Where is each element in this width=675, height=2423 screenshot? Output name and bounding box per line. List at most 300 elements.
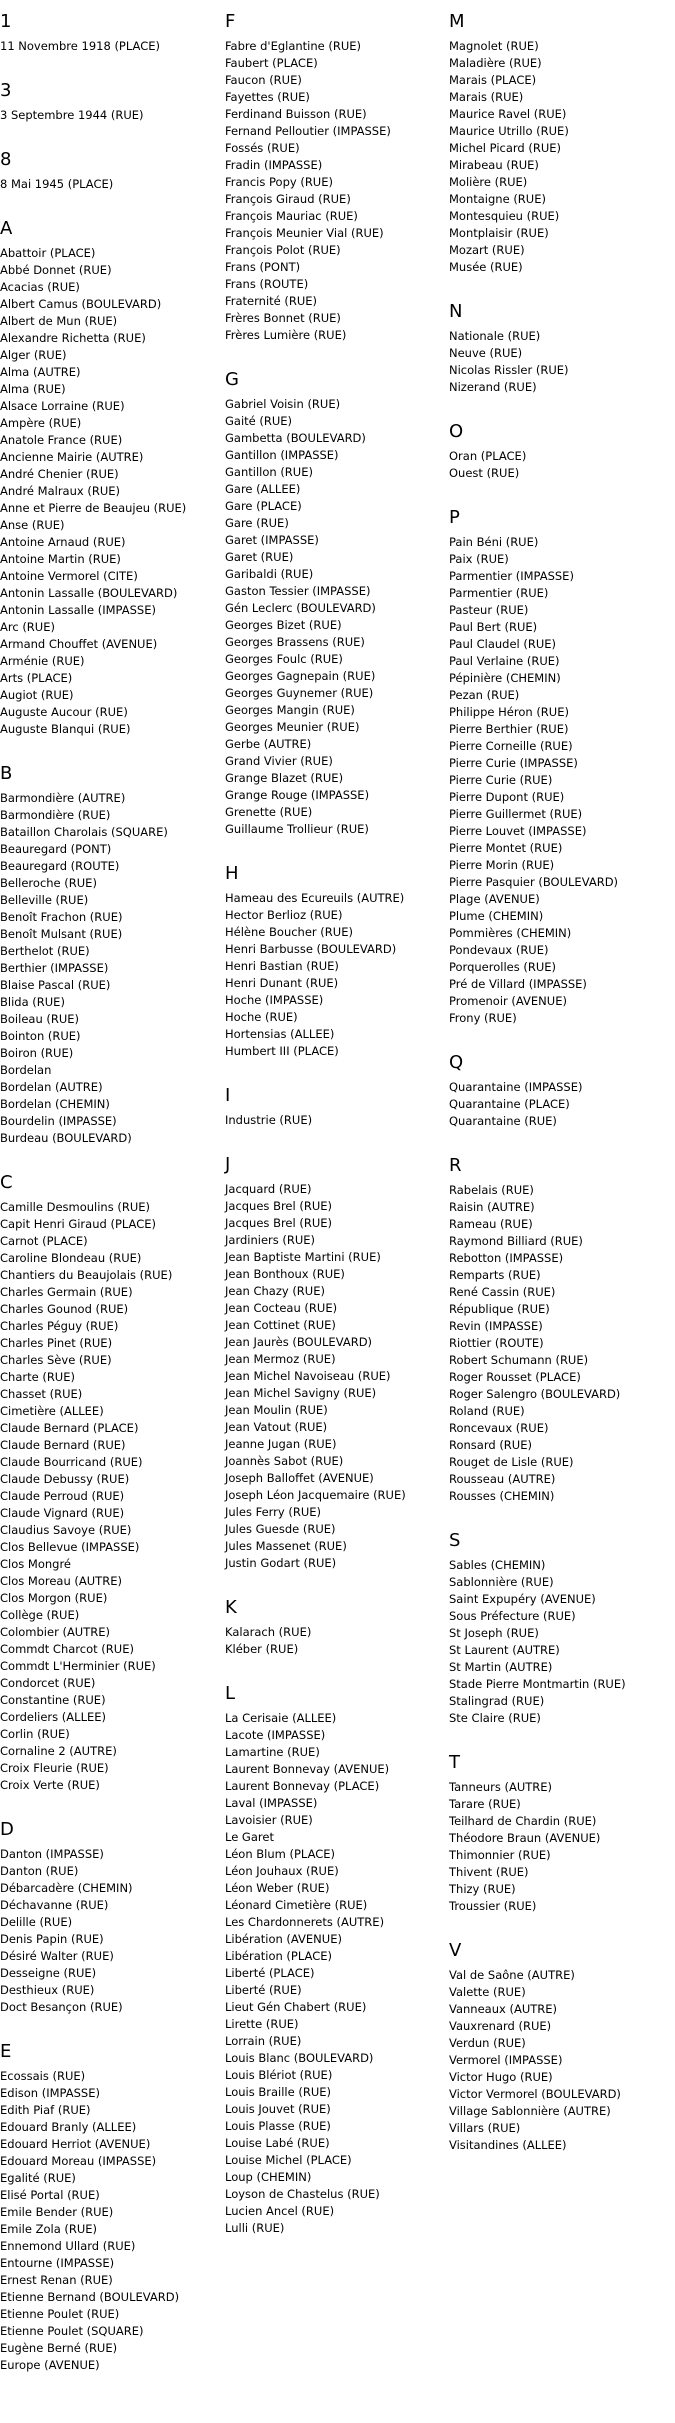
street-item[interactable]: Musée (RUE): [449, 260, 523, 274]
street-item[interactable]: Jean Baptiste Martini (RUE): [225, 1250, 381, 1264]
street-item[interactable]: Montesquieu (RUE): [449, 209, 560, 223]
street-item[interactable]: Victor Vermorel (BOULEVARD): [449, 2087, 621, 2101]
street-item[interactable]: Lorrain (RUE): [225, 2034, 302, 2048]
street-item[interactable]: Alexandre Richetta (RUE): [0, 331, 146, 345]
street-item[interactable]: Jules Ferry (RUE): [225, 1505, 322, 1519]
street-item[interactable]: Auguste Aucour (RUE): [0, 705, 128, 719]
street-item[interactable]: Grange Rouge (IMPASSE): [225, 788, 370, 802]
street-item[interactable]: Raisin (AUTRE): [449, 1200, 535, 1214]
street-item[interactable]: Nicolas Rissler (RUE): [449, 363, 569, 377]
street-item[interactable]: Jacques Brel (RUE): [225, 1199, 333, 1213]
street-item[interactable]: Danton (RUE): [0, 1864, 79, 1878]
street-item[interactable]: Bordelan (AUTRE): [0, 1080, 103, 1094]
street-item[interactable]: Garet (IMPASSE): [225, 533, 319, 547]
street-item[interactable]: Augiot (RUE): [0, 688, 74, 702]
street-item[interactable]: Roland (RUE): [449, 1404, 525, 1418]
street-item[interactable]: Parmentier (RUE): [449, 586, 549, 600]
street-item[interactable]: Guillaume Trollieur (RUE): [225, 822, 369, 836]
street-item[interactable]: Jules Massenet (RUE): [225, 1539, 347, 1553]
street-item[interactable]: Paul Verlaine (RUE): [449, 654, 560, 668]
street-item[interactable]: Auguste Blanqui (RUE): [0, 722, 131, 736]
street-item[interactable]: Antoine Martin (RUE): [0, 552, 121, 566]
street-item[interactable]: Sous Préfecture (RUE): [449, 1609, 576, 1623]
street-item[interactable]: Bataillon Charolais (SQUARE): [0, 825, 168, 839]
street-item[interactable]: Edison (IMPASSE): [0, 2086, 100, 2100]
street-item[interactable]: Rousses (CHEMIN): [449, 1489, 555, 1503]
street-item[interactable]: Gare (ALLEE): [225, 482, 301, 496]
street-item[interactable]: Anse (RUE): [0, 518, 65, 532]
street-item[interactable]: Edouard Moreau (IMPASSE): [0, 2154, 157, 2168]
street-item[interactable]: Charles Germain (RUE): [0, 1285, 133, 1299]
street-item[interactable]: Hameau des Ecureuils (AUTRE): [225, 891, 405, 905]
street-item[interactable]: Garibaldi (RUE): [225, 567, 314, 581]
street-item[interactable]: Jean Mermoz (RUE): [225, 1352, 336, 1366]
street-item[interactable]: Edouard Herriot (AVENUE): [0, 2137, 151, 2151]
street-item[interactable]: Grand Vivier (RUE): [225, 754, 333, 768]
street-item[interactable]: Pierre Montet (RUE): [449, 841, 563, 855]
street-item[interactable]: Antonin Lassalle (BOULEVARD): [0, 586, 178, 600]
street-item[interactable]: Laval (IMPASSE): [225, 1796, 318, 1810]
street-item[interactable]: Lacote (IMPASSE): [225, 1728, 326, 1742]
street-item[interactable]: Roger Salengro (BOULEVARD): [449, 1387, 621, 1401]
street-item[interactable]: Maurice Utrillo (RUE): [449, 124, 569, 138]
street-item[interactable]: Belleroche (RUE): [0, 876, 97, 890]
street-item[interactable]: Claude Bernard (RUE): [0, 1438, 126, 1452]
street-item[interactable]: Montaigne (RUE): [449, 192, 546, 206]
street-item[interactable]: Henri Barbusse (BOULEVARD): [225, 942, 397, 956]
street-item[interactable]: Francis Popy (RUE): [225, 175, 333, 189]
street-item[interactable]: André Chenier (RUE): [0, 467, 119, 481]
street-item[interactable]: Frans (PONT): [225, 260, 301, 274]
street-item[interactable]: Etienne Poulet (SQUARE): [0, 2324, 144, 2338]
street-item[interactable]: Philippe Héron (RUE): [449, 705, 569, 719]
street-item[interactable]: Armand Chouffet (AVENUE): [0, 637, 158, 651]
street-item[interactable]: Gantillon (IMPASSE): [225, 448, 339, 462]
street-item[interactable]: Frères Lumière (RUE): [225, 328, 347, 342]
street-item[interactable]: Remparts (RUE): [449, 1268, 541, 1282]
street-item[interactable]: Louis Jouvet (RUE): [225, 2102, 331, 2116]
street-item[interactable]: Georges Gagnepain (RUE): [225, 669, 376, 683]
street-item[interactable]: Pierre Curie (RUE): [449, 773, 553, 787]
street-item[interactable]: Arts (PLACE): [0, 671, 73, 685]
street-item[interactable]: Roger Rousset (PLACE): [449, 1370, 581, 1384]
street-item[interactable]: Pain Béni (RUE): [449, 535, 539, 549]
street-item[interactable]: Revin (IMPASSE): [449, 1319, 543, 1333]
street-item[interactable]: Rameau (RUE): [449, 1217, 533, 1231]
street-item[interactable]: Libération (PLACE): [225, 1949, 332, 1963]
street-item[interactable]: Maurice Ravel (RUE): [449, 107, 567, 121]
street-item[interactable]: Beauregard (PONT): [0, 842, 112, 856]
street-item[interactable]: Victor Hugo (RUE): [449, 2070, 553, 2084]
street-item[interactable]: Europe (AVENUE): [0, 2358, 100, 2372]
street-item[interactable]: Hector Berlioz (RUE): [225, 908, 343, 922]
street-item[interactable]: Alger (RUE): [0, 348, 67, 362]
street-item[interactable]: Antoine Vermorel (CITE): [0, 569, 138, 583]
street-item[interactable]: Faucon (RUE): [225, 73, 302, 87]
street-item[interactable]: Pondevaux (RUE): [449, 943, 549, 957]
street-item[interactable]: Val de Saône (AUTRE): [449, 1968, 575, 1982]
street-item[interactable]: Benoît Mulsant (RUE): [0, 927, 123, 941]
street-item[interactable]: Bordelan (CHEMIN): [0, 1097, 110, 1111]
street-item[interactable]: Georges Bizet (RUE): [225, 618, 342, 632]
street-item[interactable]: Le Garet: [225, 1830, 274, 1844]
street-item[interactable]: Desthieux (RUE): [0, 1983, 95, 1997]
street-item[interactable]: Ennemond Ullard (RUE): [0, 2239, 136, 2253]
street-item[interactable]: Pierre Morin (RUE): [449, 858, 555, 872]
street-item[interactable]: Anne et Pierre de Beaujeu (RUE): [0, 501, 187, 515]
street-item[interactable]: Elisé Portal (RUE): [0, 2188, 100, 2202]
street-item[interactable]: Déchavanne (RUE): [0, 1898, 109, 1912]
street-item[interactable]: Ecossais (RUE): [0, 2069, 86, 2083]
street-item[interactable]: Abattoir (PLACE): [0, 246, 96, 260]
street-item[interactable]: Loup (CHEMIN): [225, 2170, 312, 2184]
street-item[interactable]: Croix Fleurie (RUE): [0, 1761, 109, 1775]
street-item[interactable]: Eugène Berné (RUE): [0, 2341, 118, 2355]
street-item[interactable]: Pierre Corneille (RUE): [449, 739, 573, 753]
street-item[interactable]: Carnot (PLACE): [0, 1234, 88, 1248]
street-item[interactable]: Vauxrenard (RUE): [449, 2019, 552, 2033]
street-item[interactable]: Alma (AUTRE): [0, 365, 81, 379]
street-item[interactable]: Chasset (RUE): [0, 1387, 83, 1401]
street-item[interactable]: Teilhard de Chardin (RUE): [449, 1814, 597, 1828]
street-item[interactable]: Cimetière (ALLEE): [0, 1404, 104, 1418]
street-item[interactable]: Bordelan: [0, 1063, 52, 1077]
street-item[interactable]: Entourne (IMPASSE): [0, 2256, 115, 2270]
street-item[interactable]: Joseph Balloffet (AVENUE): [225, 1471, 374, 1485]
street-item[interactable]: Pierre Guillermet (RUE): [449, 807, 583, 821]
street-item[interactable]: Oran (PLACE): [449, 449, 527, 463]
street-item[interactable]: Clos Bellevue (IMPASSE): [0, 1540, 140, 1554]
street-item[interactable]: Egalité (RUE): [0, 2171, 76, 2185]
street-item[interactable]: Emile Zola (RUE): [0, 2222, 98, 2236]
street-item[interactable]: Hoche (RUE): [225, 1010, 298, 1024]
street-item[interactable]: Grange Blazet (RUE): [225, 771, 344, 785]
street-item[interactable]: Gabriel Voisin (RUE): [225, 397, 341, 411]
street-item[interactable]: Antoine Arnaud (RUE): [0, 535, 126, 549]
street-item[interactable]: Paul Bert (RUE): [449, 620, 538, 634]
street-item[interactable]: Denis Papin (RUE): [0, 1932, 104, 1946]
street-item[interactable]: Blaise Pascal (RUE): [0, 978, 111, 992]
street-item[interactable]: Charles Gounod (RUE): [0, 1302, 129, 1316]
street-item[interactable]: Jean Michel Navoiseau (RUE): [225, 1369, 391, 1383]
street-item[interactable]: Ste Claire (RUE): [449, 1711, 541, 1725]
street-item[interactable]: Acacias (RUE): [0, 280, 80, 294]
street-item[interactable]: Fraternité (RUE): [225, 294, 318, 308]
street-item[interactable]: Gaston Tessier (IMPASSE): [225, 584, 371, 598]
street-item[interactable]: Gantillon (RUE): [225, 465, 313, 479]
street-item[interactable]: Belleville (RUE): [0, 893, 89, 907]
street-item[interactable]: Louise Labé (RUE): [225, 2136, 330, 2150]
street-item[interactable]: Gerbe (AUTRE): [225, 737, 312, 751]
street-item[interactable]: Ampère (RUE): [0, 416, 82, 430]
street-item[interactable]: Lucien Ancel (RUE): [225, 2204, 335, 2218]
street-item[interactable]: Pierre Pasquier (BOULEVARD): [449, 875, 619, 889]
street-item[interactable]: Humbert III (PLACE): [225, 1044, 339, 1058]
street-item[interactable]: Jean Vatout (RUE): [225, 1420, 328, 1434]
street-item[interactable]: Ouest (RUE): [449, 466, 520, 480]
street-item[interactable]: Clos Morgon (RUE): [0, 1591, 108, 1605]
street-item[interactable]: Les Chardonnerets (AUTRE): [225, 1915, 385, 1929]
street-item[interactable]: Cornaline 2 (AUTRE): [0, 1744, 117, 1758]
street-item[interactable]: Gambetta (BOULEVARD): [225, 431, 366, 445]
street-item[interactable]: Charles Sève (RUE): [0, 1353, 112, 1367]
street-item[interactable]: Bourdelin (IMPASSE): [0, 1114, 117, 1128]
street-item[interactable]: Arc (RUE): [0, 620, 55, 634]
street-item[interactable]: Marais (RUE): [449, 90, 524, 104]
street-item[interactable]: Joannès Sabot (RUE): [225, 1454, 344, 1468]
street-item[interactable]: Porquerolles (RUE): [449, 960, 557, 974]
street-item[interactable]: Fernand Pelloutier (IMPASSE): [225, 124, 391, 138]
street-item[interactable]: Promenoir (AVENUE): [449, 994, 567, 1008]
street-item[interactable]: Verdun (RUE): [449, 2036, 526, 2050]
street-item[interactable]: Quarantaine (PLACE): [449, 1097, 570, 1111]
street-item[interactable]: Troussier (RUE): [449, 1899, 537, 1913]
street-item[interactable]: Corlin (RUE): [0, 1727, 70, 1741]
street-item[interactable]: Blida (RUE): [0, 995, 65, 1009]
street-item[interactable]: Visitandines (ALLEE): [449, 2138, 567, 2152]
street-item[interactable]: Désiré Walter (RUE): [0, 1949, 114, 1963]
street-item[interactable]: François Meunier Vial (RUE): [225, 226, 384, 240]
street-item[interactable]: Roncevaux (RUE): [449, 1421, 549, 1435]
street-item[interactable]: Lirette (RUE): [225, 2017, 299, 2031]
street-item[interactable]: Gare (RUE): [225, 516, 289, 530]
street-item[interactable]: Jean Bonthoux (RUE): [225, 1267, 345, 1281]
street-item[interactable]: Alma (RUE): [0, 382, 66, 396]
street-item[interactable]: Georges Brassens (RUE): [225, 635, 365, 649]
street-item[interactable]: Abbé Donnet (RUE): [0, 263, 112, 277]
street-item[interactable]: Louis Blanc (BOULEVARD): [225, 2051, 374, 2065]
street-item[interactable]: Liberté (RUE): [225, 1983, 302, 1997]
street-item[interactable]: Clos Mongré: [0, 1557, 72, 1571]
street-item[interactable]: Caroline Blondeau (RUE): [0, 1251, 142, 1265]
street-item[interactable]: St Laurent (AUTRE): [449, 1643, 560, 1657]
street-item[interactable]: Claude Perroud (RUE): [0, 1489, 125, 1503]
street-item[interactable]: Débarcadère (CHEMIN): [0, 1881, 133, 1895]
street-item[interactable]: Vanneaux (AUTRE): [449, 2002, 558, 2016]
street-item[interactable]: Quarantaine (RUE): [449, 1114, 557, 1128]
street-item[interactable]: Plume (CHEMIN): [449, 909, 544, 923]
street-item[interactable]: Danton (IMPASSE): [0, 1847, 104, 1861]
street-item[interactable]: Benoît Frachon (RUE): [0, 910, 123, 924]
street-item[interactable]: Maladière (RUE): [449, 56, 542, 70]
street-item[interactable]: Lamartine (RUE): [225, 1745, 320, 1759]
street-item[interactable]: Libération (AVENUE): [225, 1932, 342, 1946]
street-item[interactable]: Villars (RUE): [449, 2121, 521, 2135]
street-item[interactable]: Hélène Boucher (RUE): [225, 925, 353, 939]
street-item[interactable]: Jean Michel Savigny (RUE): [225, 1386, 377, 1400]
street-item[interactable]: Georges Guynemer (RUE): [225, 686, 374, 700]
street-item[interactable]: Neuve (RUE): [449, 346, 523, 360]
street-item[interactable]: Valette (RUE): [449, 1985, 526, 1999]
street-item[interactable]: Raymond Billiard (RUE): [449, 1234, 583, 1248]
street-item[interactable]: Etienne Bernand (BOULEVARD): [0, 2290, 180, 2304]
street-item[interactable]: Lieut Gén Chabert (RUE): [225, 2000, 367, 2014]
street-item[interactable]: Théodore Braun (AVENUE): [449, 1831, 601, 1845]
street-item[interactable]: Lulli (RUE): [225, 2221, 285, 2235]
street-item[interactable]: Louis Braille (RUE): [225, 2085, 331, 2099]
street-item[interactable]: François Giraud (RUE): [225, 192, 351, 206]
street-item[interactable]: La Cerisaie (ALLEE): [225, 1711, 337, 1725]
street-item[interactable]: Claude Bernard (PLACE): [0, 1421, 139, 1435]
street-item[interactable]: Pierre Berthier (RUE): [449, 722, 569, 736]
street-item[interactable]: Molière (RUE): [449, 175, 528, 189]
street-item[interactable]: Loyson de Chastelus (RUE): [225, 2187, 380, 2201]
street-item[interactable]: Rouget de Lisle (RUE): [449, 1455, 574, 1469]
street-item[interactable]: Jean Moulin (RUE): [225, 1403, 328, 1417]
street-item[interactable]: Industrie (RUE): [225, 1113, 313, 1127]
street-item[interactable]: Plage (AVENUE): [449, 892, 540, 906]
street-item[interactable]: Sables (CHEMIN): [449, 1558, 546, 1572]
street-item[interactable]: Kalarach (RUE): [225, 1625, 312, 1639]
street-item[interactable]: Ferdinand Buisson (RUE): [225, 107, 367, 121]
street-item[interactable]: Boiron (RUE): [0, 1046, 74, 1060]
street-item[interactable]: Rabelais (RUE): [449, 1183, 534, 1197]
street-item[interactable]: Frères Bonnet (RUE): [225, 311, 341, 325]
street-item[interactable]: Jean Cottinet (RUE): [225, 1318, 336, 1332]
street-item[interactable]: Bointon (RUE): [0, 1029, 81, 1043]
street-item[interactable]: Condorcet (RUE): [0, 1676, 96, 1690]
street-item[interactable]: Collège (RUE): [0, 1608, 80, 1622]
street-item[interactable]: Pasteur (RUE): [449, 603, 529, 617]
street-item[interactable]: Desseigne (RUE): [0, 1966, 97, 1980]
street-item[interactable]: Joseph Léon Jacquemaire (RUE): [225, 1488, 406, 1502]
street-item[interactable]: St Martin (AUTRE): [449, 1660, 553, 1674]
street-item[interactable]: Barmondière (RUE): [0, 808, 111, 822]
street-item[interactable]: Pierre Curie (IMPASSE): [449, 756, 578, 770]
street-item[interactable]: Claude Vignard (RUE): [0, 1506, 125, 1520]
street-item[interactable]: Léon Jouhaux (RUE): [225, 1864, 339, 1878]
street-item[interactable]: Georges Foulc (RUE): [225, 652, 343, 666]
street-item[interactable]: Liberté (PLACE): [225, 1966, 315, 1980]
street-item[interactable]: Nizerand (RUE): [449, 380, 537, 394]
street-item[interactable]: Montplaisir (RUE): [449, 226, 549, 240]
street-item[interactable]: Commdt L'Herminier (RUE): [0, 1659, 156, 1673]
street-item[interactable]: Albert Camus (BOULEVARD): [0, 297, 162, 311]
street-item[interactable]: Garet (RUE): [225, 550, 294, 564]
street-item[interactable]: Paul Claudel (RUE): [449, 637, 557, 651]
street-item[interactable]: Commdt Charcot (RUE): [0, 1642, 134, 1656]
street-item[interactable]: Stalingrad (RUE): [449, 1694, 545, 1708]
street-item[interactable]: Georges Meunier (RUE): [225, 720, 360, 734]
street-item[interactable]: Jeanne Jugan (RUE): [225, 1437, 337, 1451]
street-item[interactable]: République (RUE): [449, 1302, 550, 1316]
street-item[interactable]: Robert Schumann (RUE): [449, 1353, 589, 1367]
street-item[interactable]: Fradin (IMPASSE): [225, 158, 323, 172]
street-item[interactable]: Jean Cocteau (RUE): [225, 1301, 338, 1315]
street-item[interactable]: Pré de Villard (IMPASSE): [449, 977, 587, 991]
street-item[interactable]: Magnolet (RUE): [449, 39, 539, 53]
street-item[interactable]: Capit Henri Giraud (PLACE): [0, 1217, 156, 1231]
street-item[interactable]: Sablonnière (RUE): [449, 1575, 554, 1589]
street-item[interactable]: Jacques Brel (RUE): [225, 1216, 333, 1230]
street-item[interactable]: Edith Piaf (RUE): [0, 2103, 91, 2117]
street-item[interactable]: Constantine (RUE): [0, 1693, 106, 1707]
street-item[interactable]: Lavoisier (RUE): [225, 1813, 313, 1827]
street-item[interactable]: Jean Chazy (RUE): [225, 1284, 325, 1298]
street-item[interactable]: André Malraux (RUE): [0, 484, 120, 498]
street-item[interactable]: Justin Godart (RUE): [225, 1556, 337, 1570]
street-item[interactable]: Tarare (RUE): [449, 1797, 521, 1811]
street-item[interactable]: Camille Desmoulins (RUE): [0, 1200, 151, 1214]
street-item[interactable]: Grenette (RUE): [225, 805, 313, 819]
street-item[interactable]: Ronsard (RUE): [449, 1438, 532, 1452]
street-item[interactable]: Riottier (ROUTE): [449, 1336, 544, 1350]
street-item[interactable]: Gaité (RUE): [225, 414, 293, 428]
street-item[interactable]: Charles Péguy (RUE): [0, 1319, 119, 1333]
street-item[interactable]: Hortensias (ALLEE): [225, 1027, 335, 1041]
street-item[interactable]: Jean Jaurès (BOULEVARD): [225, 1335, 373, 1349]
street-item[interactable]: Frony (RUE): [449, 1011, 517, 1025]
street-item[interactable]: Parmentier (IMPASSE): [449, 569, 574, 583]
street-item[interactable]: Gén Leclerc (BOULEVARD): [225, 601, 376, 615]
street-item[interactable]: Thizy (RUE): [449, 1882, 516, 1896]
street-item[interactable]: Pommières (CHEMIN): [449, 926, 572, 940]
street-item[interactable]: Quarantaine (IMPASSE): [449, 1080, 583, 1094]
street-item[interactable]: Burdeau (BOULEVARD): [0, 1131, 132, 1145]
street-item[interactable]: Fabre d'Eglantine (RUE): [225, 39, 362, 53]
street-item[interactable]: Fossés (RUE): [225, 141, 300, 155]
street-item[interactable]: Colombier (AUTRE): [0, 1625, 110, 1639]
street-item[interactable]: Antonin Lassalle (IMPASSE): [0, 603, 156, 617]
street-item[interactable]: Pierre Louvet (IMPASSE): [449, 824, 587, 838]
street-item[interactable]: Gare (PLACE): [225, 499, 302, 513]
street-item[interactable]: Arménie (RUE): [0, 654, 85, 668]
street-item[interactable]: Louis Blériot (RUE): [225, 2068, 333, 2082]
street-item[interactable]: Georges Mangin (RUE): [225, 703, 355, 717]
street-item[interactable]: Rebotton (IMPASSE): [449, 1251, 564, 1265]
street-item[interactable]: Claudius Savoye (RUE): [0, 1523, 132, 1537]
street-item[interactable]: Léon Weber (RUE): [225, 1881, 330, 1895]
street-item[interactable]: Berthelot (RUE): [0, 944, 90, 958]
street-item[interactable]: Paix (RUE): [449, 552, 509, 566]
street-item[interactable]: Rousseau (AUTRE): [449, 1472, 556, 1486]
street-item[interactable]: Etienne Poulet (RUE): [0, 2307, 120, 2321]
street-item[interactable]: Albert de Mun (RUE): [0, 314, 118, 328]
street-item[interactable]: François Polot (RUE): [225, 243, 341, 257]
street-item[interactable]: Pezan (RUE): [449, 688, 520, 702]
street-item[interactable]: Ernest Renan (RUE): [0, 2273, 113, 2287]
street-item[interactable]: Barmondière (AUTRE): [0, 791, 126, 805]
street-item[interactable]: Alsace Lorraine (RUE): [0, 399, 125, 413]
street-item[interactable]: 11 Novembre 1918 (PLACE): [0, 39, 160, 53]
street-item[interactable]: Frans (ROUTE): [225, 277, 309, 291]
street-item[interactable]: Louis Plasse (RUE): [225, 2119, 331, 2133]
street-item[interactable]: Michel Picard (RUE): [449, 141, 562, 155]
street-item[interactable]: 3 Septembre 1944 (RUE): [0, 108, 144, 122]
street-item[interactable]: Cordeliers (ALLEE): [0, 1710, 106, 1724]
street-item[interactable]: Chantiers du Beaujolais (RUE): [0, 1268, 173, 1282]
street-item[interactable]: Charte (RUE): [0, 1370, 75, 1384]
street-item[interactable]: Emile Bender (RUE): [0, 2205, 114, 2219]
street-item[interactable]: Nationale (RUE): [449, 329, 541, 343]
street-item[interactable]: Claude Debussy (RUE): [0, 1472, 130, 1486]
street-item[interactable]: 8 Mai 1945 (PLACE): [0, 177, 114, 191]
street-item[interactable]: Vermorel (IMPASSE): [449, 2053, 563, 2067]
street-item[interactable]: Mozart (RUE): [449, 243, 525, 257]
street-item[interactable]: Tanneurs (AUTRE): [449, 1780, 553, 1794]
street-item[interactable]: Louise Michel (PLACE): [225, 2153, 352, 2167]
street-item[interactable]: Jacquard (RUE): [225, 1182, 312, 1196]
street-item[interactable]: René Cassin (RUE): [449, 1285, 556, 1299]
street-item[interactable]: Fayettes (RUE): [225, 90, 310, 104]
street-item[interactable]: Henri Dunant (RUE): [225, 976, 339, 990]
street-item[interactable]: Delille (RUE): [0, 1915, 73, 1929]
street-item[interactable]: Croix Verte (RUE): [0, 1778, 100, 1792]
street-item[interactable]: Laurent Bonnevay (PLACE): [225, 1779, 380, 1793]
street-item[interactable]: Charles Pinet (RUE): [0, 1336, 113, 1350]
street-item[interactable]: Pépinière (CHEMIN): [449, 671, 561, 685]
street-item[interactable]: Kléber (RUE): [225, 1642, 299, 1656]
